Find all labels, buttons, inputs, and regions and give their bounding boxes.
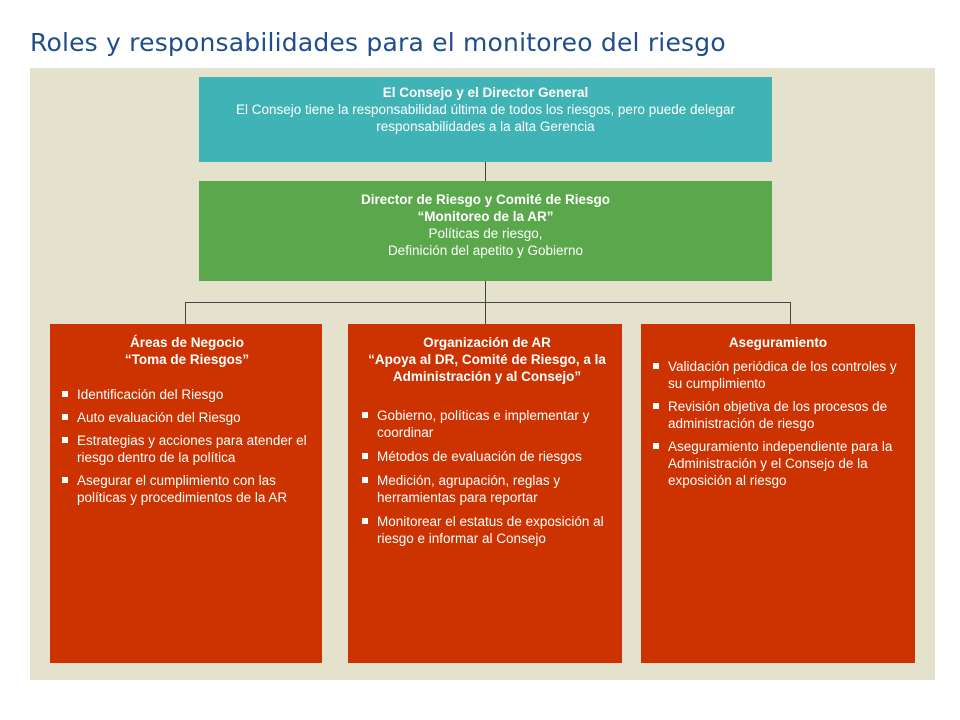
board-box: [199, 77, 772, 162]
list-item: Validación periódica de los controles y su cumplimiento: [653, 358, 903, 392]
list-item: Asegurar el cumplimiento con las políticas y procedimientos de la AR: [62, 472, 312, 506]
square-bullet-icon: [362, 412, 368, 418]
risk-organization-list: [362, 407, 612, 547]
connector-board-to-cro: [485, 162, 486, 181]
list-item: Métodos de evaluación de riesgos: [362, 448, 612, 465]
square-bullet-icon: [362, 477, 368, 483]
square-bullet-icon: [653, 403, 659, 409]
risk-organization-subheading: “Apoya al DR, Comité de Riesgo, a la Administración y al Consejo”: [368, 352, 606, 384]
square-bullet-icon: [653, 363, 659, 369]
business-areas-box: [50, 324, 322, 663]
connector-horizontal: [185, 302, 791, 303]
assurance-list: [653, 358, 903, 489]
slide-title: Roles y responsabilidades para el monitoreo del riesgo: [30, 28, 726, 57]
list-item: Auto evaluación del Riesgo: [62, 409, 312, 426]
square-bullet-icon: [653, 443, 659, 449]
square-bullet-icon: [62, 477, 68, 483]
square-bullet-icon: [362, 453, 368, 459]
list-item: Identificación del Riesgo: [62, 386, 312, 403]
board-heading: El Consejo y el Director General: [382, 85, 589, 100]
business-areas-list: [62, 386, 312, 506]
risk-director-box: [199, 181, 772, 281]
assurance-heading: Aseguramiento: [728, 335, 828, 350]
connector-cro-down: [485, 281, 486, 302]
risk-organization-heading: Organización de AR: [423, 335, 551, 350]
list-item: Estrategias y acciones para atender el riesgo dentro de la política: [62, 432, 312, 466]
business-areas-subheading: “Toma de Riesgos”: [124, 352, 250, 367]
connector-to-column-3: [790, 302, 791, 324]
list-item: Gobierno, políticas e implementar y coordinar: [362, 407, 612, 441]
list-item: Monitorear el estatus de exposición al riesgo e informar al Consejo: [362, 513, 612, 547]
square-bullet-icon: [62, 391, 68, 397]
list-item: Medición, agrupación, reglas y herramientas para reportar: [362, 472, 612, 506]
business-areas-heading: Áreas de Negocio: [129, 335, 245, 350]
connector-to-column-1: [185, 302, 186, 324]
board-text: El Consejo tiene la responsabilidad última de todos los riesgos, pero puede delegar responsabilidades a la alta Gerencia: [235, 102, 736, 134]
square-bullet-icon: [62, 437, 68, 443]
square-bullet-icon: [362, 518, 368, 524]
risk-director-line-2: Definición del apetito y Gobierno: [387, 243, 584, 258]
connector-to-column-2: [485, 302, 486, 324]
risk-director-line-1: Políticas de riesgo,: [428, 226, 543, 241]
risk-director-heading: Director de Riesgo y Comité de Riesgo: [360, 192, 611, 207]
list-item: Revisión objetiva de los procesos de administración de riesgo: [653, 398, 903, 432]
risk-organization-box: [348, 324, 622, 663]
list-item: Aseguramiento independiente para la Administración y el Consejo de la exposición al riesgo: [653, 438, 903, 489]
square-bullet-icon: [62, 414, 68, 420]
assurance-box: [641, 324, 915, 663]
risk-director-subheading: “Monitoreo de la AR”: [417, 209, 554, 224]
